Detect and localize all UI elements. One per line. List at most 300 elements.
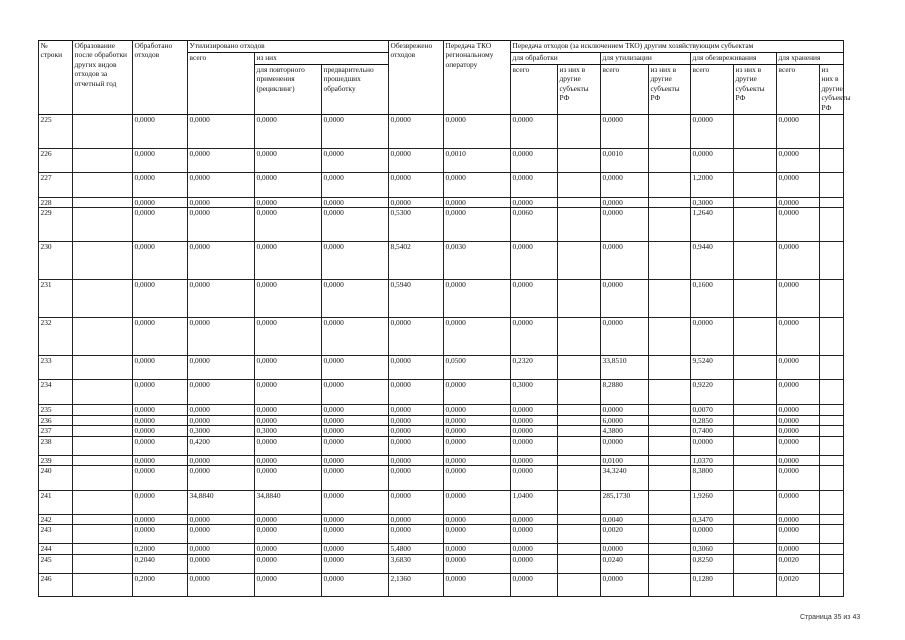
table-cell [73, 415, 133, 425]
table-cell: 0,0000 [444, 318, 511, 356]
table-cell: 0,0000 [389, 198, 444, 208]
table-cell: 0,0000 [389, 466, 444, 491]
table-cell: 0,0000 [444, 115, 511, 149]
table-cell: 0,0000 [322, 515, 389, 525]
table-cell: 0,0000 [601, 173, 649, 198]
table-cell: 0,0000 [601, 208, 649, 242]
table-cell [558, 280, 601, 318]
header-utilized-total: всего [188, 53, 255, 115]
table-cell: 1,0370 [691, 455, 734, 465]
table-cell: 0,0000 [444, 415, 511, 425]
table-row [39, 318, 844, 356]
table-cell [820, 380, 844, 405]
table-cell: 0,0000 [255, 149, 322, 173]
table-cell: 0,0000 [188, 573, 255, 596]
table-cell [734, 544, 777, 554]
table-cell [649, 242, 691, 280]
table-cell: 0,3000 [691, 198, 734, 208]
table-cell [73, 436, 133, 455]
table-cell: 0,0500 [444, 356, 511, 380]
row-number-cell: 225 [39, 115, 73, 149]
table-cell: 0,0000 [389, 515, 444, 525]
table-cell: 0,0000 [444, 525, 511, 544]
table-cell: 0,0000 [511, 515, 558, 525]
table-cell [820, 436, 844, 455]
table-cell: 0,4200 [188, 436, 255, 455]
table-cell: 0,0000 [777, 318, 820, 356]
table-cell [820, 455, 844, 465]
table-cell: 0,0000 [322, 149, 389, 173]
table-cell: 4,3800 [601, 426, 649, 436]
table-cell [649, 415, 691, 425]
table-cell: 0,0000 [133, 466, 188, 491]
table-cell [734, 573, 777, 596]
table-row [39, 573, 844, 596]
table-row [39, 415, 844, 425]
table-row [39, 405, 844, 415]
table-cell [558, 115, 601, 149]
table-cell: 34,8840 [188, 491, 255, 515]
header-formed: Образование после обработки других видов отходов за отчетный год [73, 41, 133, 115]
table-cell: 0,0000 [188, 554, 255, 573]
table-cell [649, 115, 691, 149]
table-cell: 0,0000 [601, 544, 649, 554]
table-cell: 0,0060 [511, 208, 558, 242]
table-cell: 0,0000 [255, 198, 322, 208]
table-cell: 0,0100 [601, 455, 649, 465]
table-cell [73, 573, 133, 596]
row-number-cell: 236 [39, 415, 73, 425]
table-cell [73, 280, 133, 318]
table-cell [734, 380, 777, 405]
table-cell: 0,0010 [444, 149, 511, 173]
table-cell: 0,0000 [777, 405, 820, 415]
table-cell: 0,0000 [188, 280, 255, 318]
table-cell: 0,0000 [511, 405, 558, 415]
table-cell [649, 149, 691, 173]
table-cell: 5,4800 [389, 544, 444, 554]
table-cell: 0,0000 [389, 405, 444, 415]
table-cell: 0,0000 [255, 356, 322, 380]
table-cell: 0,0000 [133, 491, 188, 515]
row-number-cell: 240 [39, 466, 73, 491]
table-cell [73, 380, 133, 405]
table-cell: 0,9440 [691, 242, 734, 280]
table-cell [734, 426, 777, 436]
table-cell: 0,0000 [133, 436, 188, 455]
table-cell: 0,0000 [389, 115, 444, 149]
table-cell: 0,0000 [133, 173, 188, 198]
header-for-neutralization: для обезвреживания [691, 53, 777, 65]
table-cell: 0,0030 [444, 242, 511, 280]
table-cell: 0,0000 [133, 208, 188, 242]
table-cell [558, 405, 601, 415]
table-cell: 0,0000 [601, 280, 649, 318]
table-cell: 0,3000 [255, 426, 322, 436]
table-row [39, 198, 844, 208]
table-cell: 0,2000 [133, 573, 188, 596]
table-cell: 0,0000 [133, 380, 188, 405]
table-cell [558, 173, 601, 198]
table-cell: 0,0000 [444, 573, 511, 596]
table-cell: 0,0000 [511, 242, 558, 280]
table-cell [820, 515, 844, 525]
table-cell: 0,0000 [322, 318, 389, 356]
table-cell: 0,0000 [255, 554, 322, 573]
table-row [39, 356, 844, 380]
table-cell: 0,0000 [188, 173, 255, 198]
table-cell [73, 198, 133, 208]
table-cell [558, 242, 601, 280]
table-cell [558, 544, 601, 554]
table-cell: 0,0000 [691, 115, 734, 149]
table-row [39, 491, 844, 515]
table-cell: 0,0000 [255, 173, 322, 198]
table-row [39, 466, 844, 491]
table-row [39, 280, 844, 318]
table-cell: 0,0000 [511, 544, 558, 554]
table-cell: 1,2640 [691, 208, 734, 242]
table-cell [649, 525, 691, 544]
table-cell: 34,8840 [255, 491, 322, 515]
row-number-cell: 237 [39, 426, 73, 436]
table-cell [734, 115, 777, 149]
table-cell [558, 554, 601, 573]
table-cell: 0,0000 [322, 415, 389, 425]
table-cell [820, 242, 844, 280]
header-preprocessed: предварительно прошедших обработку [322, 65, 389, 115]
table-cell: 0,0000 [389, 149, 444, 173]
table-cell: 0,0000 [255, 380, 322, 405]
table-cell: 0,0000 [511, 573, 558, 596]
table-cell: 0,0000 [322, 208, 389, 242]
table-cell: 0,0000 [188, 198, 255, 208]
table-cell: 0,1280 [691, 573, 734, 596]
table-cell: 0,0000 [777, 242, 820, 280]
table-cell: 0,0240 [601, 554, 649, 573]
table-cell: 0,2320 [511, 356, 558, 380]
table-cell: 0,2850 [691, 415, 734, 425]
table-cell: 0,0000 [255, 515, 322, 525]
table-cell: 0,0000 [444, 426, 511, 436]
table-cell: 0,3000 [188, 426, 255, 436]
table-cell [649, 554, 691, 573]
table-cell [558, 491, 601, 515]
table-cell [820, 405, 844, 415]
table-header [39, 41, 851, 115]
table-cell: 0,0000 [133, 356, 188, 380]
table-cell: 33,8510 [601, 356, 649, 380]
row-number-cell: 233 [39, 356, 73, 380]
table-cell: 0,0000 [322, 466, 389, 491]
table-cell [734, 318, 777, 356]
table-cell: 0,0070 [691, 405, 734, 415]
table-cell [649, 455, 691, 465]
table-cell: 0,8250 [691, 554, 734, 573]
table-cell: 0,0000 [188, 466, 255, 491]
table-cell: 0,0000 [601, 318, 649, 356]
table-cell: 0,0000 [511, 415, 558, 425]
table-cell [649, 436, 691, 455]
header-for-utilization: для утилизации [601, 53, 691, 65]
table-cell: 0,0000 [322, 491, 389, 515]
header-neutralization-total: всего [691, 65, 734, 115]
table-cell: 0,0000 [188, 415, 255, 425]
table-cell: 0,0000 [133, 405, 188, 415]
table-cell: 8,3800 [691, 466, 734, 491]
table-cell [73, 426, 133, 436]
table-cell: 0,0000 [444, 515, 511, 525]
table-row [39, 380, 844, 405]
table-cell: 0,0000 [777, 436, 820, 455]
table-cell [820, 554, 844, 573]
table-row [39, 173, 844, 198]
header-storage-total: всего [777, 65, 820, 115]
table-cell: 0,0000 [255, 455, 322, 465]
header-for-processing: для обработки [511, 53, 601, 65]
table-cell [820, 280, 844, 318]
table-cell: 8,5402 [389, 242, 444, 280]
table-cell: 0,0000 [691, 525, 734, 544]
table-row [39, 436, 844, 455]
table-cell: 0,0000 [133, 149, 188, 173]
table-cell: 0,0000 [133, 415, 188, 425]
table-cell: 0,0000 [133, 515, 188, 525]
table-cell: 0,0000 [777, 515, 820, 525]
table-cell: 9,5240 [691, 356, 734, 380]
table-cell: 0,0000 [188, 380, 255, 405]
table-cell: 0,0020 [601, 525, 649, 544]
table-cell: 0,0000 [389, 426, 444, 436]
table-cell: 0,0020 [777, 573, 820, 596]
table-cell [558, 515, 601, 525]
table-row [39, 554, 844, 573]
table-cell [734, 491, 777, 515]
table-cell: 0,0000 [511, 280, 558, 318]
table-cell: 0,0000 [601, 198, 649, 208]
row-number-cell: 234 [39, 380, 73, 405]
header-processing-other: из них в другие субъекты РФ [558, 65, 601, 115]
table-cell [73, 491, 133, 515]
table-cell [820, 198, 844, 208]
header-utilization-total: всего [601, 65, 649, 115]
table-cell: 0,0000 [255, 525, 322, 544]
header-tko: Передача ТКО региональному оператору [444, 41, 511, 115]
table-cell: 0,0000 [133, 426, 188, 436]
table-cell [820, 491, 844, 515]
table-cell: 0,0000 [389, 455, 444, 465]
table-cell: 0,0000 [255, 115, 322, 149]
table-cell: 0,0000 [389, 525, 444, 544]
table-cell: 0,0000 [511, 173, 558, 198]
table-cell: 0,0000 [444, 455, 511, 465]
table-cell: 0,0000 [444, 380, 511, 405]
table-cell [558, 208, 601, 242]
table-cell [820, 115, 844, 149]
row-number-cell: 239 [39, 455, 73, 465]
row-number-cell: 242 [39, 515, 73, 525]
table-cell [734, 208, 777, 242]
row-number-cell: 241 [39, 491, 73, 515]
table-cell: 0,0000 [777, 115, 820, 149]
table-row [39, 455, 844, 465]
table-cell: 0,0000 [255, 544, 322, 554]
table-cell: 0,0000 [133, 115, 188, 149]
table-cell: 0,0000 [389, 380, 444, 405]
table-cell: 2,1360 [389, 573, 444, 596]
table-cell [558, 455, 601, 465]
table-cell [649, 356, 691, 380]
table-cell: 0,0000 [511, 466, 558, 491]
table-cell [649, 515, 691, 525]
table-cell: 0,0000 [777, 356, 820, 380]
table-cell: 0,0000 [255, 573, 322, 596]
table-cell [649, 198, 691, 208]
table-cell: 0,0000 [444, 554, 511, 573]
table-cell: 0,0000 [511, 149, 558, 173]
table-cell [558, 380, 601, 405]
row-number-cell: 238 [39, 436, 73, 455]
table-cell: 0,2040 [133, 554, 188, 573]
waste-report-table [38, 40, 851, 597]
table-row [39, 426, 844, 436]
table-cell: 0,0000 [691, 436, 734, 455]
table-cell: 0,0000 [133, 525, 188, 544]
table-cell: 6,0000 [601, 415, 649, 425]
table-cell [73, 318, 133, 356]
table-cell: 0,0000 [322, 115, 389, 149]
row-number-cell: 227 [39, 173, 73, 198]
table-cell: 0,0000 [322, 544, 389, 554]
table-cell: 0,7400 [691, 426, 734, 436]
table-cell: 0,0000 [133, 280, 188, 318]
table-cell: 0,0000 [511, 525, 558, 544]
table-cell: 0,3060 [691, 544, 734, 554]
table-cell: 0,0000 [322, 173, 389, 198]
header-storage-other: из них в другие субъекты РФ [820, 65, 844, 115]
table-cell [820, 573, 844, 596]
table-cell [734, 525, 777, 544]
table-cell: 0,0000 [777, 415, 820, 425]
header-reuse: для повторного применения (рециклинг) [255, 65, 322, 115]
table-cell [649, 380, 691, 405]
table-cell: 1,0400 [511, 491, 558, 515]
row-number-cell: 245 [39, 554, 73, 573]
header-utilized: Утилизировано отходов [188, 41, 389, 53]
table-cell: 0,0000 [777, 426, 820, 436]
table-cell [734, 455, 777, 465]
table-cell: 0,0000 [255, 318, 322, 356]
table-cell [734, 280, 777, 318]
table-cell: 0,0000 [255, 280, 322, 318]
table-cell [558, 466, 601, 491]
table-cell [73, 208, 133, 242]
table-cell: 0,0000 [322, 525, 389, 544]
table-cell [558, 149, 601, 173]
table-cell: 0,0000 [188, 115, 255, 149]
table-cell: 0,3470 [691, 515, 734, 525]
table-cell: 0,0000 [601, 405, 649, 415]
table-cell: 0,0000 [777, 544, 820, 554]
table-cell: 0,0000 [188, 318, 255, 356]
table-cell: 0,0000 [511, 426, 558, 436]
table-cell: 0,0000 [777, 491, 820, 515]
table-cell: 0,5940 [389, 280, 444, 318]
table-cell: 0,0000 [389, 436, 444, 455]
table-cell [558, 198, 601, 208]
table-cell: 0,9220 [691, 380, 734, 405]
table-cell: 0,0000 [444, 405, 511, 415]
table-row [39, 544, 844, 554]
table-cell: 0,0000 [322, 436, 389, 455]
row-number-cell: 243 [39, 525, 73, 544]
header-of-which: из них [255, 53, 389, 65]
table-cell: 0,0000 [444, 466, 511, 491]
row-number-cell: 244 [39, 544, 73, 554]
table-cell [734, 173, 777, 198]
table-cell: 1,2000 [691, 173, 734, 198]
table-cell: 0,0000 [389, 491, 444, 515]
row-number-cell: 230 [39, 242, 73, 280]
header-neutralized: Обезврежено отходов [389, 41, 444, 115]
table-cell: 0,0000 [322, 242, 389, 280]
table-cell: 0,0000 [777, 173, 820, 198]
table-cell [734, 198, 777, 208]
table-cell [734, 554, 777, 573]
table-cell: 0,0000 [444, 436, 511, 455]
table-cell [734, 149, 777, 173]
table-cell: 0,0040 [601, 515, 649, 525]
table-cell: 0,0000 [255, 436, 322, 455]
table-row [39, 149, 844, 173]
table-cell: 0,3000 [511, 380, 558, 405]
row-number-cell: 246 [39, 573, 73, 596]
table-cell: 0,0000 [322, 405, 389, 415]
table-cell: 0,0000 [691, 149, 734, 173]
table-cell: 3,6830 [389, 554, 444, 573]
table-cell [73, 115, 133, 149]
table-cell [73, 525, 133, 544]
table-cell: 0,0000 [511, 455, 558, 465]
table-cell [558, 436, 601, 455]
table-cell [649, 426, 691, 436]
table-cell: 0,0000 [188, 356, 255, 380]
header-transfer: Передача отходов (за исключением ТКО) другим хозяйствующим субъектам [511, 41, 844, 53]
table-cell [820, 415, 844, 425]
header-processed: Обработано отходов [133, 41, 188, 115]
table-cell: 0,0000 [322, 280, 389, 318]
table-cell: 0,0000 [133, 455, 188, 465]
row-number-cell: 229 [39, 208, 73, 242]
page-number: Страница 35 из 43 [800, 614, 861, 621]
table-cell [649, 318, 691, 356]
table-cell: 0,0000 [322, 356, 389, 380]
table-cell [734, 515, 777, 525]
table-cell [820, 208, 844, 242]
table-row [39, 115, 844, 149]
table-cell: 0,0000 [255, 405, 322, 415]
table-cell: 0,0000 [511, 318, 558, 356]
table-cell [73, 173, 133, 198]
table-cell [558, 415, 601, 425]
table-cell: 0,0000 [444, 280, 511, 318]
table-cell: 0,0000 [444, 544, 511, 554]
table-row [39, 515, 844, 525]
table-cell: 0,0000 [255, 242, 322, 280]
table-cell: 0,0000 [188, 208, 255, 242]
table-cell [649, 208, 691, 242]
table-cell [558, 525, 601, 544]
